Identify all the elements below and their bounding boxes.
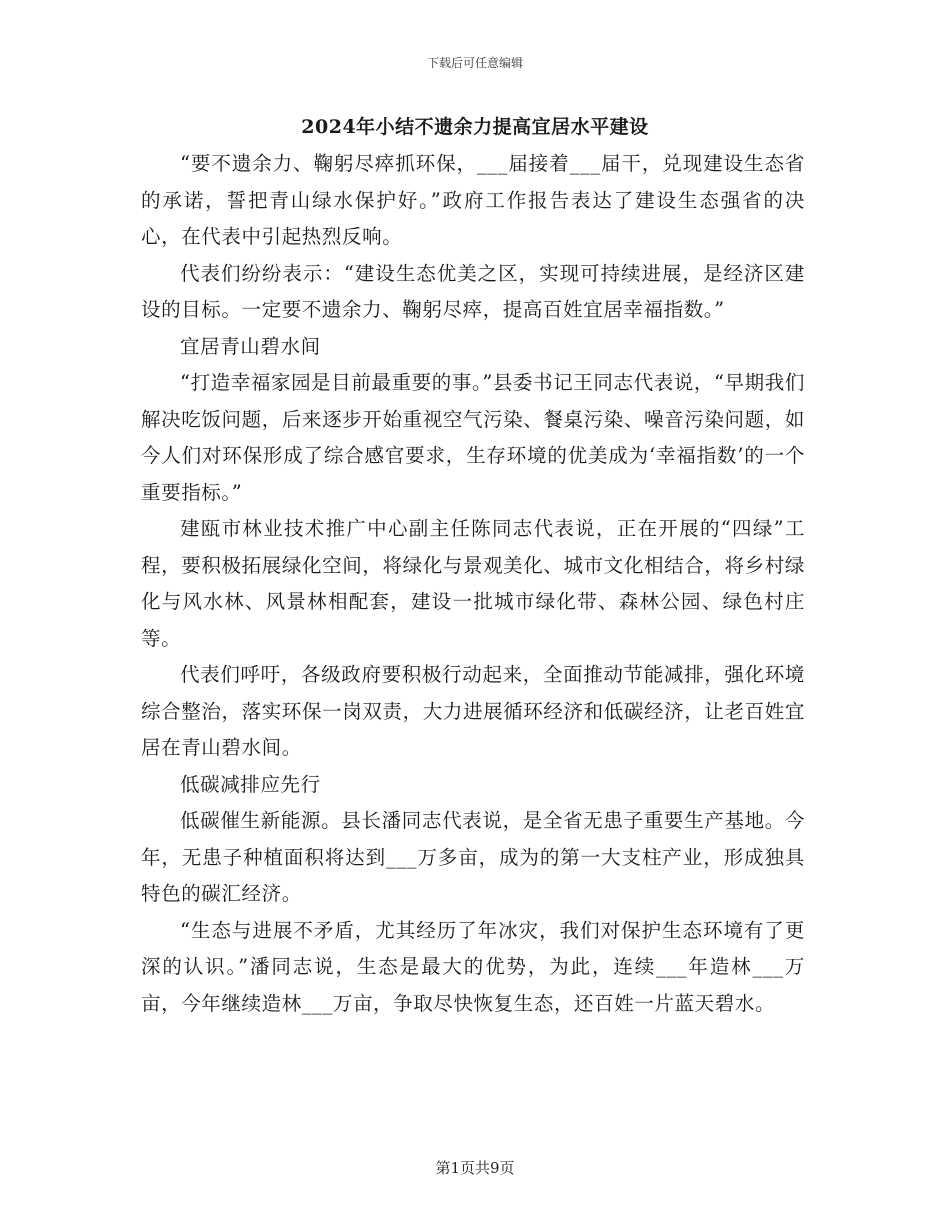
paragraph: “要不遗余力、鞠躬尽瘁抓环保，___届接着___届干，兑现建设生态省的承诺，誓把青山绿水保护好。”政府工作报告表达了建设生态强省的决心，在代表中引起热烈反响。 xyxy=(141,152,805,248)
paragraph: 建瓯市林业技术推广中心副主任陈同志代表说，正在开展的“四绿”工程，要积极拓展绿化空间，将绿化与景观美化、城市文化相结合，将乡村绿化与风水林、风景林相配套，建设一批城市绿化带、森林公园、绿色村庄等。 xyxy=(141,517,805,650)
paragraph: 代表们呼吁，各级政府要积极行动起来，全面推动节能减排，强化环境综合整治，落实环保一岗双责，大力进展循环经济和低碳经济，让老百姓宜居在青山碧水间。 xyxy=(141,663,805,759)
section-heading: 低碳减排应先行 xyxy=(180,772,321,796)
paragraph: “生态与进展不矛盾，尤其经历了年冰灾，我们对保护生态环境有了更深的认识。”潘同志说，生态是最大的优势，为此，连续___年造林___万亩，今年继续造林___万亩，争取尽快恢复生态，还百姓一片蓝天碧水。 xyxy=(141,918,805,1015)
page-header-note: 下载后可任意编辑 xyxy=(426,56,523,70)
paragraph: 低碳催生新能源。县长潘同志代表说，是全省无患子重要生产基地。今年，无患子种植面积将达到___万多亩，成为的第一大支柱产业，形成独具特色的碳汇经济。 xyxy=(141,809,805,905)
paragraph: 代表们纷纷表示：“建设生态优美之区，实现可持续进展，是经济区建设的目标。一定要不遗余力、鞠躬尽瘁，提高百姓宜居幸福指数。” xyxy=(141,261,805,321)
section-heading: 宜居青山碧水间 xyxy=(180,334,321,358)
page-title: 2024年小结不遗余力提高宜居水平建设 xyxy=(301,116,649,138)
paragraph: “打造幸福家园是目前最重要的事。”县委书记王同志代表说，“早期我们解决吃饭问题，后来逐步开始重视空气污染、餐桌污染、噪音污染问题，如今人们对环保形成了综合感官要求，生存环境的优美成为‘幸福指数’的一个重要指标。” xyxy=(141,371,805,504)
page-number: 第1页共9页 xyxy=(435,1159,515,1177)
document-body xyxy=(141,146,805,1022)
